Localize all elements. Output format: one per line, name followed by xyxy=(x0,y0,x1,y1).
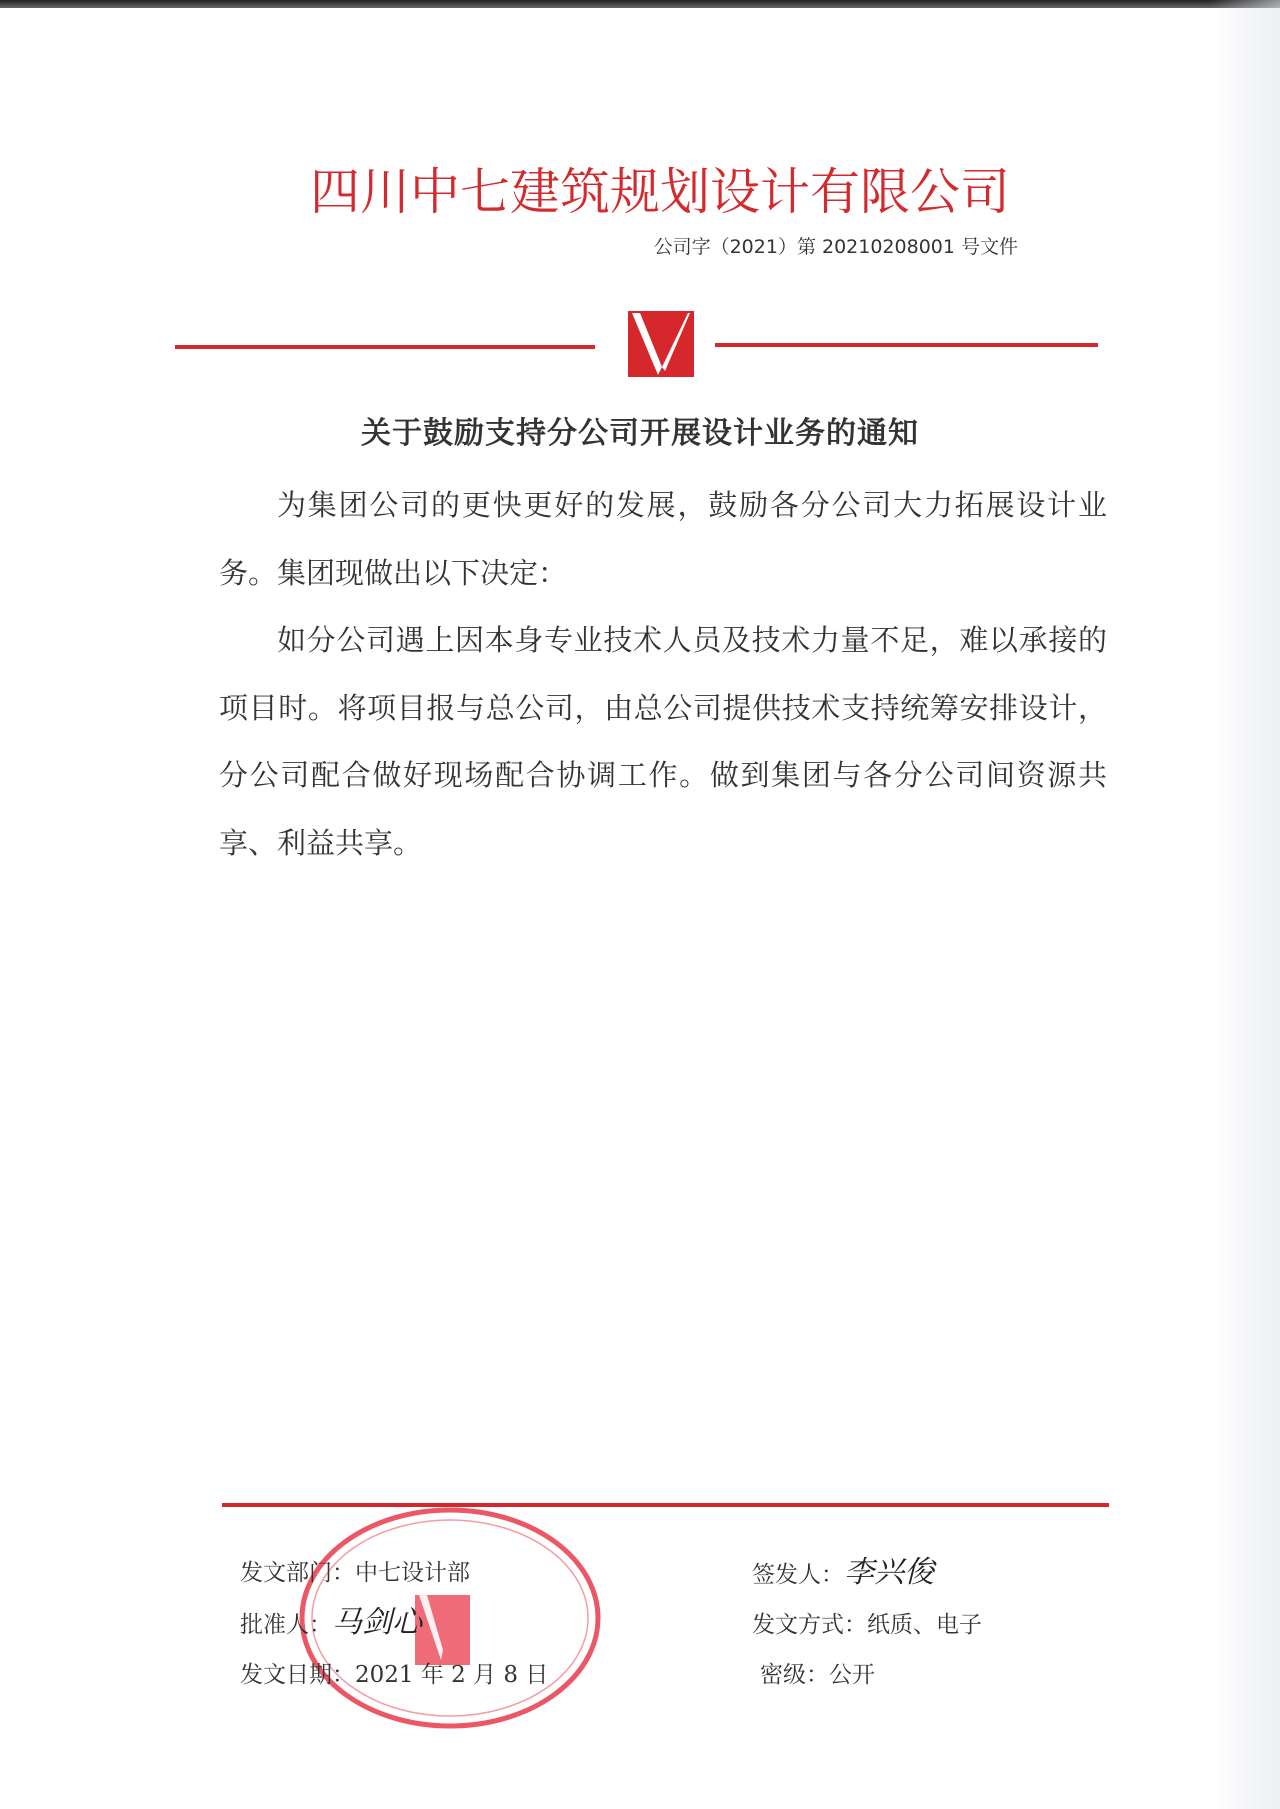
label: 密级： xyxy=(760,1662,829,1688)
notice-body xyxy=(219,472,1107,877)
label: 批准人： xyxy=(240,1612,332,1638)
scan-edge xyxy=(0,0,1280,8)
paragraph: 为集团公司的更快更好的发展，鼓励各分公司大力拓展设计业务。集团现做出以下决定： xyxy=(219,488,1107,590)
method-row xyxy=(752,1600,982,1650)
value: 公开 xyxy=(829,1662,875,1688)
scan-shadow xyxy=(1210,0,1280,1809)
label: 签发人： xyxy=(752,1562,844,1588)
signer-signature: 李兴俊 xyxy=(844,1555,934,1590)
issuing-dept-row xyxy=(240,1548,548,1598)
red-divider-right xyxy=(715,343,1098,347)
company-name: 四川中七建筑规划设计有限公司 xyxy=(310,163,1010,221)
red-m-logo-icon xyxy=(628,311,694,377)
label: 发文日期： xyxy=(240,1662,355,1688)
label: 发文部门： xyxy=(240,1560,355,1586)
date-row xyxy=(240,1650,548,1700)
footer-right xyxy=(752,1548,982,1700)
footer-left xyxy=(240,1548,548,1700)
approver-signature: 马剑心 xyxy=(332,1605,422,1640)
red-divider-left xyxy=(175,345,595,349)
notice-title: 关于鼓励支持分公司开展设计业务的通知 xyxy=(361,416,919,451)
secrecy-row xyxy=(752,1650,982,1700)
value: 纸质、电子 xyxy=(867,1612,982,1638)
document-number: 公司字（2021）第 20210208001 号文件 xyxy=(653,236,1018,258)
label: 发文方式： xyxy=(752,1612,867,1638)
value: 2021 年 2 月 8 日 xyxy=(355,1662,549,1688)
value: 中七设计部 xyxy=(355,1560,470,1586)
paragraph: 如分公司遇上因本身专业技术人员及技术力量不足，难以承接的项目时。将项目报与总公司，由总公司提供技术支持统筹安排设计，分公司配合做好现场配合协调工作。做到集团与各分公司间资源共享、利益共享。 xyxy=(219,623,1107,860)
signer-row xyxy=(752,1548,982,1600)
approver-row xyxy=(240,1598,548,1650)
